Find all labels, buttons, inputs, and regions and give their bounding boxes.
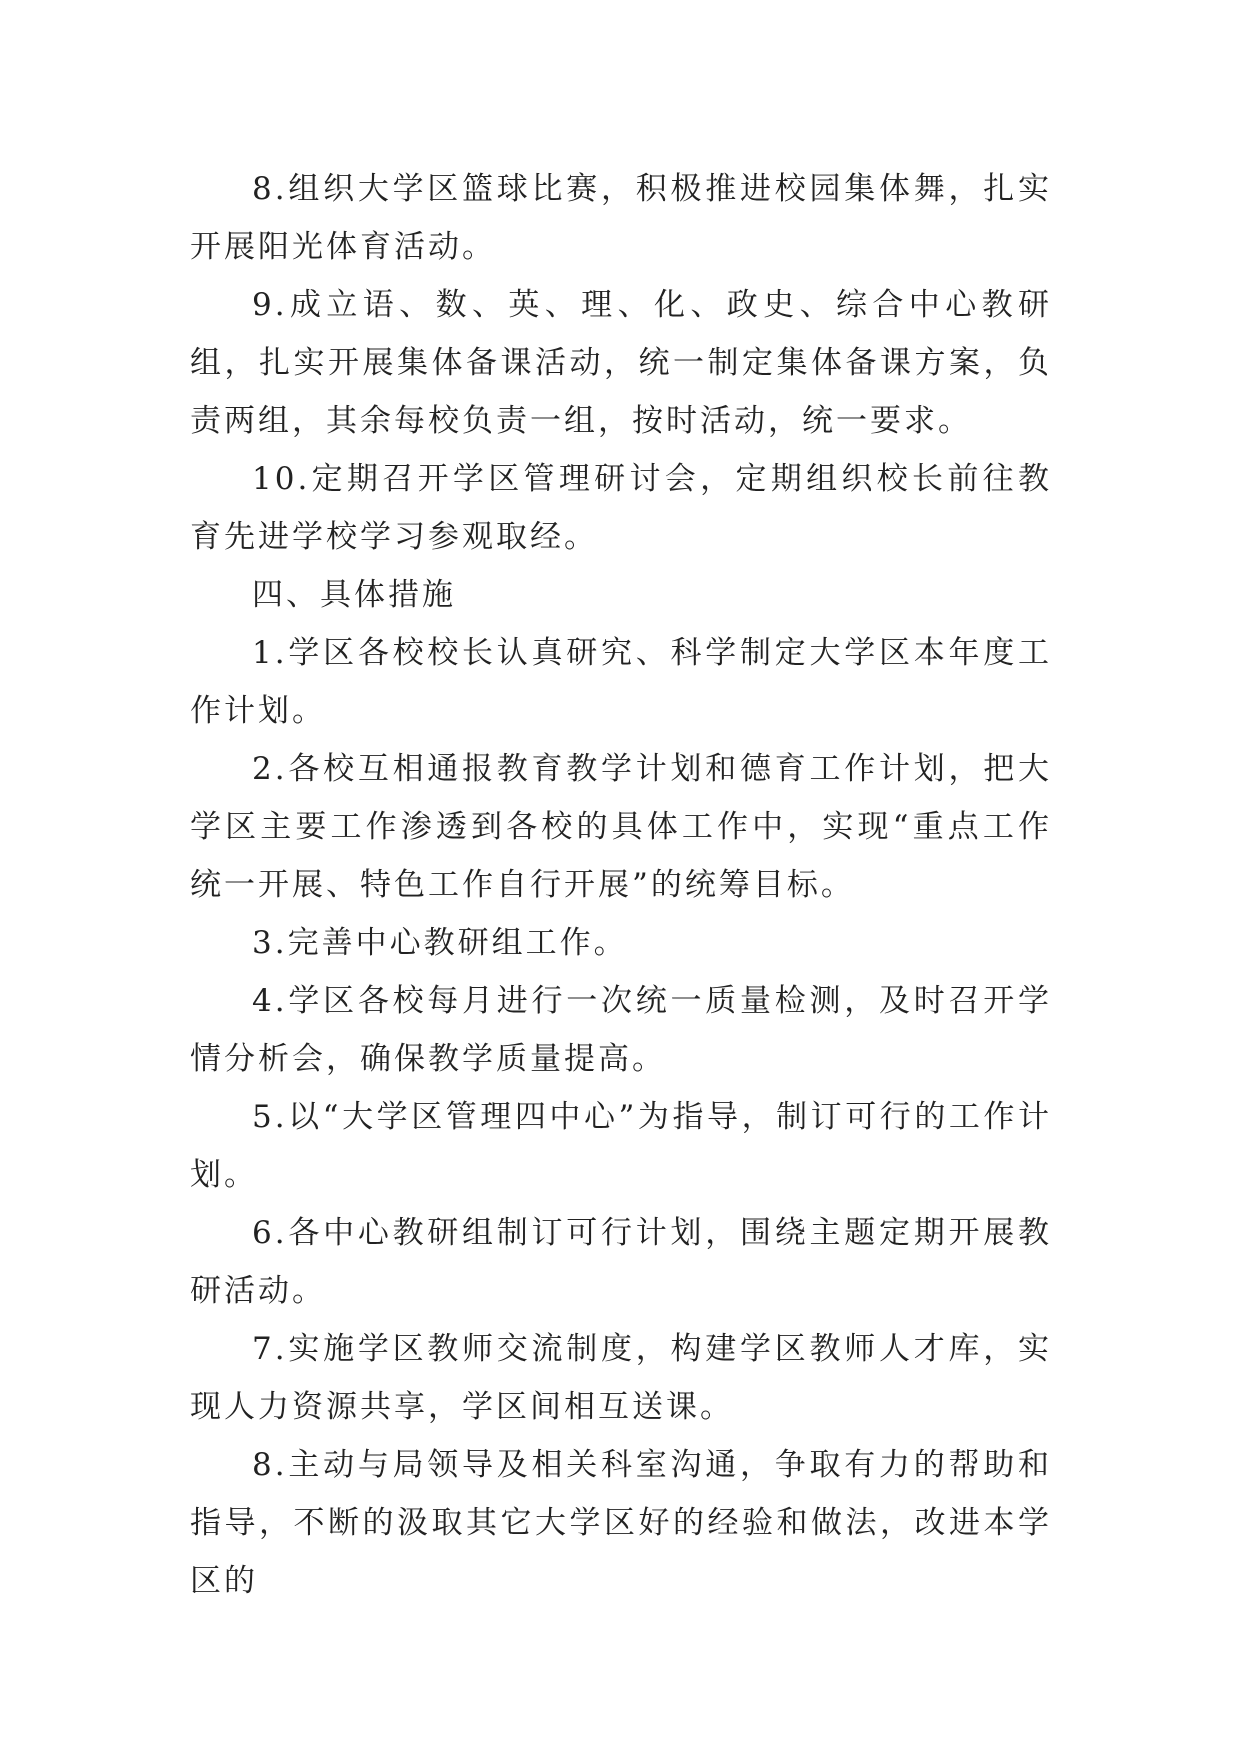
paragraph-measure-4: 4.学区各校每月进行一次统一质量检测，及时召开学情分析会，确保教学质量提高。	[190, 983, 1052, 1077]
paragraph-measure-6: 6.各中心教研组制订可行计划，围绕主题定期开展教研活动。	[190, 1215, 1052, 1309]
paragraph-measure-2: 2.各校互相通报教育教学计划和德育工作计划，把大学区主要工作渗透到各校的具体工作中，实现“重点工作统一开展、特色工作自行开展”的统筹目标。	[190, 751, 1052, 903]
paragraph-item-10-seminars: 10.定期召开学区管理研讨会，定期组织校长前往教育先进学校学习参观取经。	[190, 461, 1052, 555]
paragraph-measure-8: 8.主动与局领导及相关科室沟通，争取有力的帮助和指导，不断的汲取其它大学区好的经验和做法，改进本学区的	[190, 1447, 1052, 1599]
paragraph-measure-5: 5.以“大学区管理四中心”为指导，制订可行的工作计划。	[190, 1099, 1052, 1193]
paragraph-measure-1: 1.学区各校校长认真研究、科学制定大学区本年度工作计划。	[190, 635, 1052, 729]
paragraph-item-8-basketball: 8.组织大学区篮球比赛，积极推进校园集体舞，扎实开展阳光体育活动。	[190, 171, 1052, 265]
section-heading-measures: 四、具体措施	[252, 577, 456, 613]
document-body	[190, 160, 1052, 1610]
paragraph-item-9-teaching-groups: 9.成立语、数、英、理、化、政史、综合中心教研组，扎实开展集体备课活动，统一制定集体备课方案，负责两组，其余每校负责一组，按时活动，统一要求。	[190, 287, 1052, 439]
paragraph-measure-3: 3.完善中心教研组工作。	[252, 925, 628, 961]
paragraph-measure-7: 7.实施学区教师交流制度，构建学区教师人才库，实现人力资源共享，学区间相互送课。	[190, 1331, 1052, 1425]
